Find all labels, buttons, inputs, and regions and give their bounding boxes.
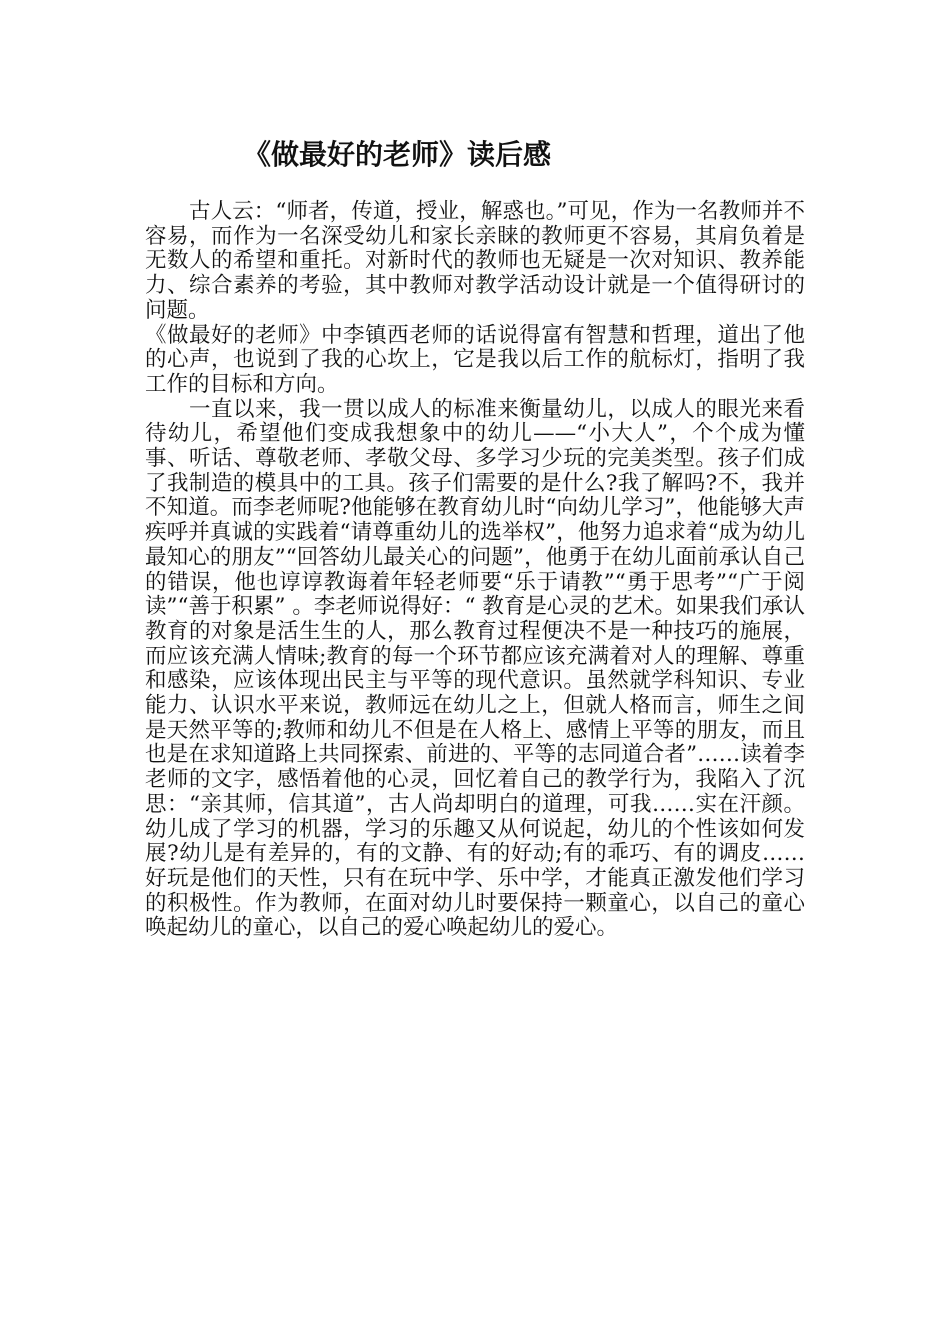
paragraph-1: 古人云：“师者，传道，授业，解惑也。”可见，作为一名教师并不容易，而作为一名深受幼儿和家长亲睐的教师更不容易，其肩负着是无数人的希望和重托。对新时代的教师也无疑是一次对知识、教养能力、综合素养的考验，其中教师对教学活动设计就是一个值得研讨的问题。 — [145, 199, 805, 323]
paragraph-3: 一直以来，我一贯以成人的标准来衡量幼儿，以成人的眼光来看待幼儿，希望他们变成我想象中的幼儿——“小大人”，个个成为懂事、听话、尊敬老师、孝敬父母、多学习少玩的完美类型。孩子们成了我制造的模具中的工具。孩子们需要的是什么?我了解吗?不，我并不知道。而李老师呢?他能够在教育幼儿时“向幼儿学习”，他能够大声疾呼并真诚的实践着“请尊重幼儿的选举权”，他努力追求着“成为幼儿最知心的朋友”“回答幼儿最关心的问题”，他勇于在幼儿面前承认自己的错误，他也谆谆教诲着年轻老师要“乐于请教”“勇于思考”“广于阅读”“善于积累” 。李老师说得好：“ 教育是心灵的艺术。如果我们承认教育的对象是活生生的人，那么教育过程便决不是一种技巧的施展，而应该充满人情味;教育的每一个环节都应该充满着对人的理解、尊重和感染，应该体现出民主与平等的现代意识。虽然就学科知识、专业能力、认识水平来说，教师远在幼儿之上，但就人格而言，师生之间是天然平等的;教师和幼儿不但是在人格上、感情上平等的朋友，而且也是在求知道路上共同探索、前进的、平等的志同道合者”……读着李老师的文字，感悟着他的心灵，回忆着自己的教学行为，我陷入了沉思：“亲其师，信其道”，古人尚却明白的道理，可我……实在汗颜。幼儿成了学习的机器，学习的乐趣又从何说起，幼儿的个性该如何发展?幼儿是有差异的，有的文静、有的好动;有的乖巧、有的调皮……好玩是他们的天性，只有在玩中学、乐中学，才能真正激发他们学习的积极性。作为教师，在面对幼儿时要保持一颗童心，以自己的童心唤起幼儿的童心，以自己的爱心唤起幼儿的爱心。 — [145, 396, 805, 941]
document-title: 《做最好的老师》读后感 — [243, 138, 552, 171]
document-body — [145, 200, 805, 941]
paragraph-2: 《做最好的老师》中李镇西老师的话说得富有智慧和哲理，道出了他的心声，也说到了我的心坎上，它是我以后工作的航标灯，指明了我工作的目标和方向。 — [145, 322, 805, 397]
